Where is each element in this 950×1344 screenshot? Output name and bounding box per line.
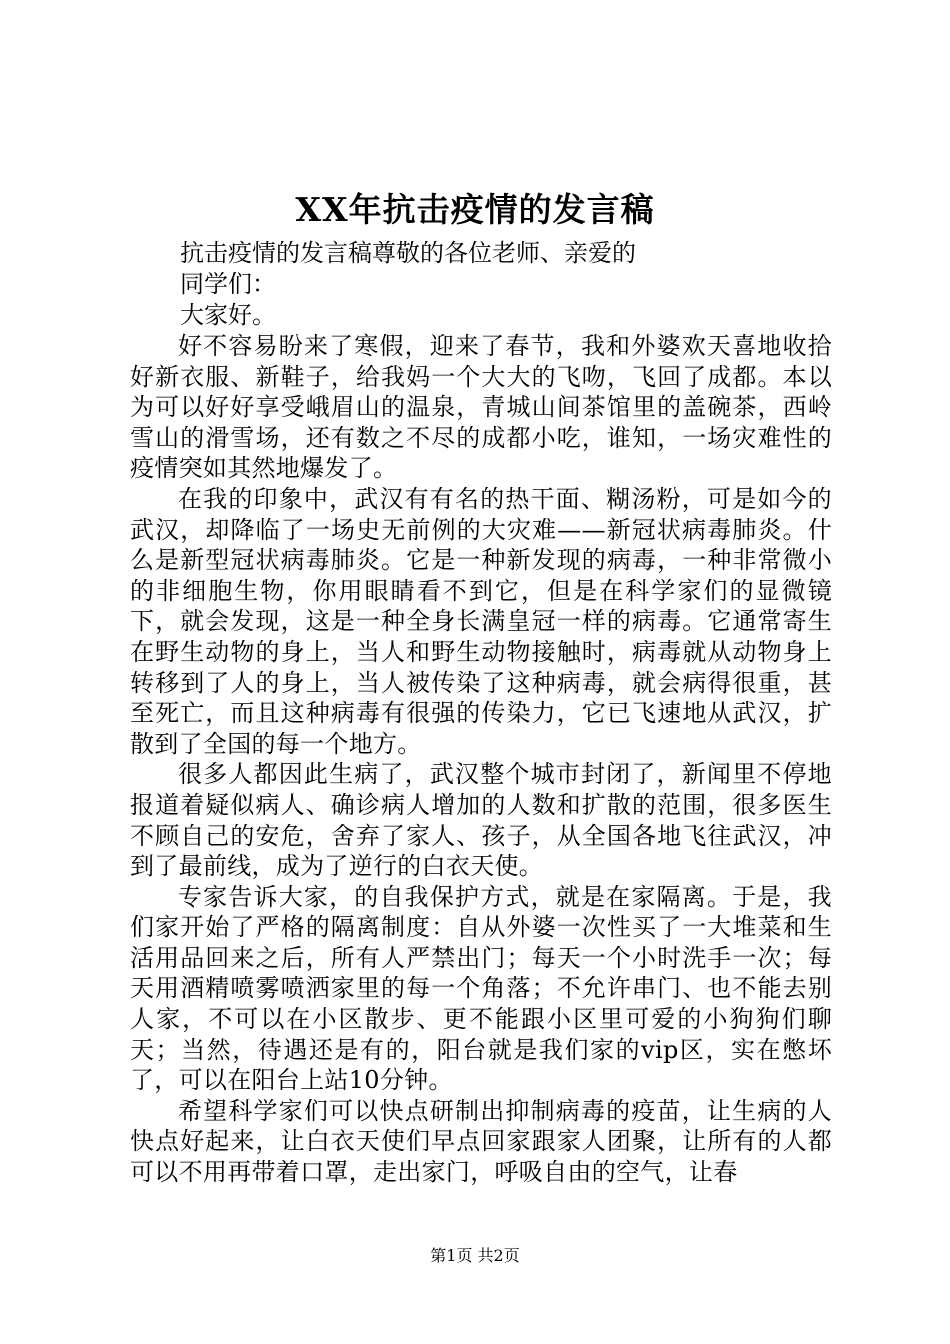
body-paragraph: 好不容易盼来了寒假，迎来了春节，我和外婆欢天喜地收拾好新衣服、新鞋子，给我妈一个大大的飞吻，飞回了成都。本以为可以好好享受峨眉山的温泉，青城山间茶馆里的盖碗茶，西岭雪山的滑雪场，还有数之不尽的成都小吃，谁知，一场灾难性的疫情突如其然地爆发了。 bbox=[130, 332, 832, 483]
document-title: XX年抗击疫情的发言稿 bbox=[295, 190, 655, 229]
intro-line: 大家好。 bbox=[180, 301, 276, 329]
body-paragraph: 很多人都因此生病了，武汉整个城市封闭了，新闻里不停地报道着疑似病人、确诊病人增加的人数和扩散的范围，很多医生不顾自己的安危，舍弃了家人、孩子，从全国各地飞往武汉，冲到了最前线，成为了逆行的白衣天使。 bbox=[130, 760, 832, 881]
intro-line: 同学们： bbox=[180, 270, 276, 298]
page-number-footer: 第1页 共2页 bbox=[430, 1246, 520, 1265]
salutation-block bbox=[180, 238, 700, 331]
intro-line: 抗击疫情的发言稿尊敬的各位老师、亲爱的 bbox=[180, 239, 636, 267]
body-paragraph: 专家告诉大家，的自我保护方式，就是在家隔离。于是，我们家开始了严格的隔离制度：自从外婆一次性买了一大堆菜和生活用品回来之后，所有人严禁出门；每天一个小时洗手一次；每天用酒精喷雾喷洒家里的每一个角落；不允许串门、也不能去别人家，不可以在小区散步、更不能跟小区里可爱的小狗狗们聊天；当然，待遇还是有的，阳台就是我们家的vip区，实在憋坏了，可以在阳台上站10分钟。 bbox=[130, 882, 832, 1095]
body-paragraph: 希望科学家们可以快点研制出抑制病毒的疫苗，让生病的人快点好起来，让白衣天使们早点回家跟家人团聚，让所有的人都可以不用再带着口罩，走出家门，呼吸自由的空气，让春 bbox=[130, 1096, 832, 1187]
body-paragraph: 在我的印象中，武汉有有名的热干面、糊汤粉，可是如今的武汉，却降临了一场史无前例的大灾难——新冠状病毒肺炎。什么是新型冠状病毒肺炎。它是一种新发现的病毒，一种非常微小的非细胞生物，你用眼睛看不到它，但是在科学家们的显微镜下，就会发现，这是一种全身长满皇冠一样的病毒。它通常寄生在野生动物的身上，当人和野生动物接触时，病毒就从动物身上转移到了人的身上，当人被传染了这种病毒，就会病得很重，甚至死亡，而且这种病毒有很强的传染力，它已飞速地从武汉，扩散到了全国的每一个地方。 bbox=[130, 484, 832, 758]
document-body bbox=[130, 331, 832, 1188]
